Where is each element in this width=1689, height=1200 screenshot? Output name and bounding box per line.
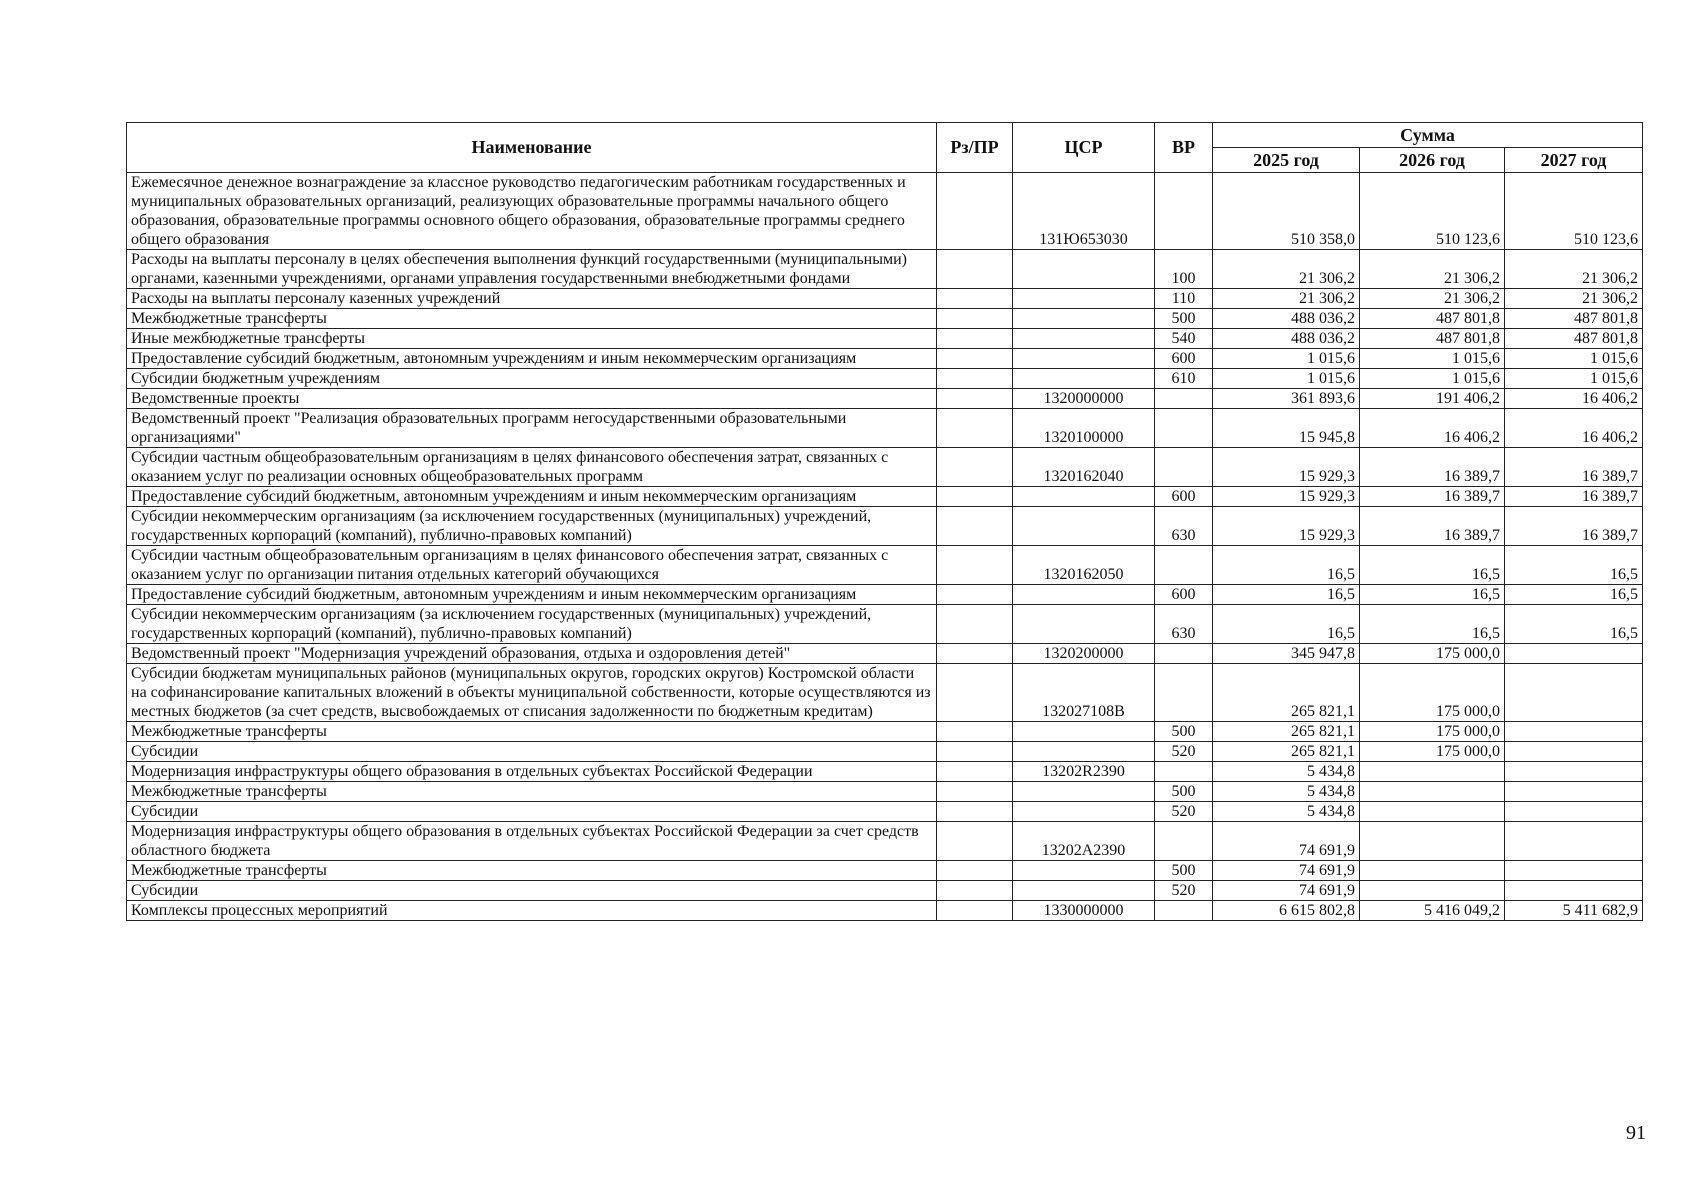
cell-2026: 5 416 049,2 (1360, 901, 1505, 921)
cell-2026 (1360, 782, 1505, 802)
cell-vr: 600 (1155, 585, 1213, 605)
cell-2026: 175 000,0 (1360, 644, 1505, 664)
cell-vr (1155, 448, 1213, 487)
cell-vr: 630 (1155, 605, 1213, 644)
cell-vr (1155, 409, 1213, 448)
cell-name: Субсидии некоммерческим организациям (за исключением государственных (муниципальных) учреждений, государственных корпораций (компаний), публично-правовых компаний) (127, 507, 937, 546)
cell-2025: 74 691,9 (1213, 881, 1360, 901)
cell-2025: 16,5 (1213, 585, 1360, 605)
cell-csr (1013, 782, 1155, 802)
cell-2027 (1505, 861, 1643, 881)
cell-csr (1013, 742, 1155, 762)
cell-vr (1155, 173, 1213, 250)
cell-csr: 1330000000 (1013, 901, 1155, 921)
cell-name: Расходы на выплаты персоналу в целях обеспечения выполнения функций государственными (муниципальными) органами, казенными учреждениями, органами управления государственными внебюджетными фондами (127, 250, 937, 289)
cell-name: Ведомственные проекты (127, 389, 937, 409)
table-row (127, 605, 1643, 644)
budget-table (126, 122, 1643, 921)
cell-2027: 16 389,7 (1505, 448, 1643, 487)
cell-2027 (1505, 742, 1643, 762)
cell-2025: 361 893,6 (1213, 389, 1360, 409)
cell-2026: 175 000,0 (1360, 742, 1505, 762)
cell-name: Субсидии (127, 742, 937, 762)
cell-vr: 600 (1155, 487, 1213, 507)
header-rzpr: Рз/ПР (937, 123, 1013, 173)
cell-name: Субсидии некоммерческим организациям (за исключением государственных (муниципальных) учреждений, государственных корпораций (компаний), публично-правовых компаний) (127, 605, 937, 644)
table-body (127, 173, 1643, 921)
table-row (127, 487, 1643, 507)
cell-name: Межбюджетные трансферты (127, 722, 937, 742)
cell-2025: 16,5 (1213, 546, 1360, 585)
cell-csr (1013, 585, 1155, 605)
cell-vr: 520 (1155, 742, 1213, 762)
cell-2027: 487 801,8 (1505, 309, 1643, 329)
cell-rzpr (937, 664, 1013, 722)
cell-2026 (1360, 861, 1505, 881)
cell-2027: 1 015,6 (1505, 349, 1643, 369)
cell-2025: 488 036,2 (1213, 329, 1360, 349)
cell-rzpr (937, 369, 1013, 389)
cell-2026: 175 000,0 (1360, 722, 1505, 742)
cell-vr: 630 (1155, 507, 1213, 546)
cell-2026: 16,5 (1360, 605, 1505, 644)
cell-vr: 540 (1155, 329, 1213, 349)
table-row (127, 250, 1643, 289)
cell-vr: 100 (1155, 250, 1213, 289)
cell-name: Ведомственный проект "Модернизация учреждений образования, отдыха и оздоровления детей" (127, 644, 937, 664)
table-row (127, 546, 1643, 585)
cell-csr: 1320000000 (1013, 389, 1155, 409)
cell-name: Модернизация инфраструктуры общего образования в отдельных субъектах Российской Федерации за счет средств областного бюджета (127, 822, 937, 861)
cell-2025: 488 036,2 (1213, 309, 1360, 329)
cell-name: Субсидии (127, 881, 937, 901)
cell-rzpr (937, 762, 1013, 782)
table-row (127, 585, 1643, 605)
cell-2025: 5 434,8 (1213, 782, 1360, 802)
cell-2026: 16,5 (1360, 585, 1505, 605)
cell-rzpr (937, 409, 1013, 448)
table-row (127, 762, 1643, 782)
cell-vr: 500 (1155, 782, 1213, 802)
cell-2027: 21 306,2 (1505, 250, 1643, 289)
cell-rzpr (937, 605, 1013, 644)
cell-csr: 131Ю653030 (1013, 173, 1155, 250)
cell-2025: 74 691,9 (1213, 822, 1360, 861)
cell-2026: 510 123,6 (1360, 173, 1505, 250)
cell-2027 (1505, 822, 1643, 861)
header-name: Наименование (127, 123, 937, 173)
cell-2025: 1 015,6 (1213, 349, 1360, 369)
cell-2027: 16 389,7 (1505, 507, 1643, 546)
cell-2025: 265 821,1 (1213, 664, 1360, 722)
cell-2025: 265 821,1 (1213, 722, 1360, 742)
cell-2026: 191 406,2 (1360, 389, 1505, 409)
cell-name: Субсидии частным общеобразовательным организациям в целях финансового обеспечения затрат, связанных с оказанием услуг по организации питания отдельных категорий обучающихся (127, 546, 937, 585)
cell-name: Субсидии частным общеобразовательным организациям в целях финансового обеспечения затрат, связанных с оказанием услуг по реализации основных общеобразовательных программ (127, 448, 937, 487)
table-row (127, 448, 1643, 487)
cell-rzpr (937, 546, 1013, 585)
cell-2027 (1505, 881, 1643, 901)
cell-2025: 15 929,3 (1213, 487, 1360, 507)
cell-name: Межбюджетные трансферты (127, 309, 937, 329)
cell-csr: 1320100000 (1013, 409, 1155, 448)
cell-rzpr (937, 250, 1013, 289)
cell-vr: 610 (1155, 369, 1213, 389)
cell-rzpr (937, 802, 1013, 822)
cell-name: Предоставление субсидий бюджетным, автономным учреждениям и иным некоммерческим организациям (127, 349, 937, 369)
cell-2026: 16 389,7 (1360, 507, 1505, 546)
cell-2027: 16 406,2 (1505, 409, 1643, 448)
cell-2025: 74 691,9 (1213, 861, 1360, 881)
cell-2027: 1 015,6 (1505, 369, 1643, 389)
cell-2026: 487 801,8 (1360, 309, 1505, 329)
cell-2027: 16,5 (1505, 585, 1643, 605)
cell-rzpr (937, 289, 1013, 309)
cell-csr (1013, 289, 1155, 309)
cell-name: Предоставление субсидий бюджетным, автономным учреждениям и иным некоммерческим организациям (127, 585, 937, 605)
cell-rzpr (937, 329, 1013, 349)
cell-2025: 265 821,1 (1213, 742, 1360, 762)
cell-csr (1013, 329, 1155, 349)
cell-csr: 1320162050 (1013, 546, 1155, 585)
table-row (127, 881, 1643, 901)
cell-2027 (1505, 762, 1643, 782)
cell-2027: 16 406,2 (1505, 389, 1643, 409)
cell-rzpr (937, 349, 1013, 369)
cell-name: Предоставление субсидий бюджетным, автономным учреждениям и иным некоммерческим организациям (127, 487, 937, 507)
cell-2025: 16,5 (1213, 605, 1360, 644)
cell-2025: 21 306,2 (1213, 250, 1360, 289)
table-row (127, 782, 1643, 802)
table-row (127, 309, 1643, 329)
cell-name: Субсидии (127, 802, 937, 822)
cell-2027 (1505, 802, 1643, 822)
cell-rzpr (937, 782, 1013, 802)
cell-2027 (1505, 782, 1643, 802)
cell-vr: 520 (1155, 802, 1213, 822)
cell-2026 (1360, 802, 1505, 822)
cell-rzpr (937, 901, 1013, 921)
cell-rzpr (937, 448, 1013, 487)
cell-2025: 21 306,2 (1213, 289, 1360, 309)
cell-vr: 500 (1155, 309, 1213, 329)
header-vr: ВР (1155, 123, 1213, 173)
cell-2025: 345 947,8 (1213, 644, 1360, 664)
cell-2026 (1360, 822, 1505, 861)
cell-csr: 1320200000 (1013, 644, 1155, 664)
table-row (127, 369, 1643, 389)
cell-vr (1155, 389, 1213, 409)
cell-csr (1013, 309, 1155, 329)
cell-name: Расходы на выплаты персоналу казенных учреждений (127, 289, 937, 309)
cell-2026: 21 306,2 (1360, 250, 1505, 289)
cell-2027: 510 123,6 (1505, 173, 1643, 250)
table-row (127, 173, 1643, 250)
table-row (127, 822, 1643, 861)
cell-2026 (1360, 762, 1505, 782)
cell-2026: 16 389,7 (1360, 448, 1505, 487)
cell-2027: 16,5 (1505, 605, 1643, 644)
cell-name: Комплексы процессных мероприятий (127, 901, 937, 921)
cell-rzpr (937, 173, 1013, 250)
cell-csr: 13202R2390 (1013, 762, 1155, 782)
header-csr: ЦСР (1013, 123, 1155, 173)
cell-csr: 1320162040 (1013, 448, 1155, 487)
cell-name: Субсидии бюджетным учреждениям (127, 369, 937, 389)
cell-2026: 21 306,2 (1360, 289, 1505, 309)
cell-2025: 1 015,6 (1213, 369, 1360, 389)
cell-csr (1013, 861, 1155, 881)
cell-2026: 1 015,6 (1360, 349, 1505, 369)
cell-csr: 132027108В (1013, 664, 1155, 722)
header-year-2026: 2026 год (1360, 148, 1505, 173)
cell-rzpr (937, 487, 1013, 507)
cell-2026: 16,5 (1360, 546, 1505, 585)
cell-vr: 500 (1155, 722, 1213, 742)
cell-2026: 16 389,7 (1360, 487, 1505, 507)
cell-2027: 21 306,2 (1505, 289, 1643, 309)
table-row (127, 664, 1643, 722)
cell-2026: 175 000,0 (1360, 664, 1505, 722)
table-row (127, 409, 1643, 448)
cell-name: Иные межбюджетные трансферты (127, 329, 937, 349)
cell-csr (1013, 487, 1155, 507)
cell-csr (1013, 605, 1155, 644)
cell-vr (1155, 822, 1213, 861)
cell-rzpr (937, 309, 1013, 329)
cell-csr (1013, 250, 1155, 289)
cell-2025: 5 434,8 (1213, 762, 1360, 782)
cell-vr: 110 (1155, 289, 1213, 309)
cell-2027: 16 389,7 (1505, 487, 1643, 507)
cell-2025: 5 434,8 (1213, 802, 1360, 822)
table-row (127, 742, 1643, 762)
cell-vr (1155, 664, 1213, 722)
cell-2026 (1360, 881, 1505, 901)
cell-vr (1155, 546, 1213, 585)
table-row (127, 349, 1643, 369)
cell-name: Модернизация инфраструктуры общего образования в отдельных субъектах Российской Федерации (127, 762, 937, 782)
cell-csr (1013, 881, 1155, 901)
cell-2027: 16,5 (1505, 546, 1643, 585)
cell-csr (1013, 507, 1155, 546)
cell-csr (1013, 369, 1155, 389)
header-year-2025: 2025 год (1213, 148, 1360, 173)
cell-vr (1155, 644, 1213, 664)
cell-2025: 6 615 802,8 (1213, 901, 1360, 921)
cell-rzpr (937, 507, 1013, 546)
cell-name: Межбюджетные трансферты (127, 861, 937, 881)
cell-2025: 15 945,8 (1213, 409, 1360, 448)
cell-vr: 600 (1155, 349, 1213, 369)
table-row (127, 722, 1643, 742)
cell-rzpr (937, 822, 1013, 861)
cell-rzpr (937, 585, 1013, 605)
cell-vr: 520 (1155, 881, 1213, 901)
cell-rzpr (937, 742, 1013, 762)
table-row (127, 861, 1643, 881)
cell-name: Ежемесячное денежное вознаграждение за классное руководство педагогическим работникам государственных и муниципальных образовательных организаций, реализующих образовательные программы начального общего образования, образовательные программы основного общего образования, образовательные программы среднего общего образования (127, 173, 937, 250)
cell-2025: 510 358,0 (1213, 173, 1360, 250)
table-row (127, 644, 1643, 664)
cell-vr (1155, 901, 1213, 921)
cell-rzpr (937, 722, 1013, 742)
cell-2027 (1505, 644, 1643, 664)
table-header (127, 123, 1643, 173)
cell-rzpr (937, 644, 1013, 664)
cell-csr (1013, 349, 1155, 369)
cell-2027: 5 411 682,9 (1505, 901, 1643, 921)
cell-rzpr (937, 861, 1013, 881)
table-row (127, 507, 1643, 546)
table-row (127, 289, 1643, 309)
cell-vr (1155, 762, 1213, 782)
page-number: 91 (1626, 1122, 1646, 1144)
cell-vr: 500 (1155, 861, 1213, 881)
table-row (127, 802, 1643, 822)
table-row (127, 389, 1643, 409)
cell-2026: 16 406,2 (1360, 409, 1505, 448)
cell-name: Субсидии бюджетам муниципальных районов (муниципальных округов, городских округов) Костромской области на софинансирование капитальных вложений в объекты муниципальной собственности, которые осуществляются из местных бюджетов (за счет средств, высвобождаемых от списания задолженности по бюджетным кредитам) (127, 664, 937, 722)
table-row (127, 329, 1643, 349)
cell-name: Межбюджетные трансферты (127, 782, 937, 802)
cell-2025: 15 929,3 (1213, 507, 1360, 546)
cell-2025: 15 929,3 (1213, 448, 1360, 487)
cell-rzpr (937, 881, 1013, 901)
cell-2027: 487 801,8 (1505, 329, 1643, 349)
cell-2026: 1 015,6 (1360, 369, 1505, 389)
cell-csr: 13202А2390 (1013, 822, 1155, 861)
cell-2026: 487 801,8 (1360, 329, 1505, 349)
cell-2027 (1505, 664, 1643, 722)
cell-rzpr (937, 389, 1013, 409)
cell-2027 (1505, 722, 1643, 742)
cell-name: Ведомственный проект "Реализация образовательных программ негосударственными образовательными организациями" (127, 409, 937, 448)
table-row (127, 901, 1643, 921)
cell-csr (1013, 802, 1155, 822)
header-year-2027: 2027 год (1505, 148, 1643, 173)
cell-csr (1013, 722, 1155, 742)
header-sum: Сумма (1213, 123, 1643, 148)
